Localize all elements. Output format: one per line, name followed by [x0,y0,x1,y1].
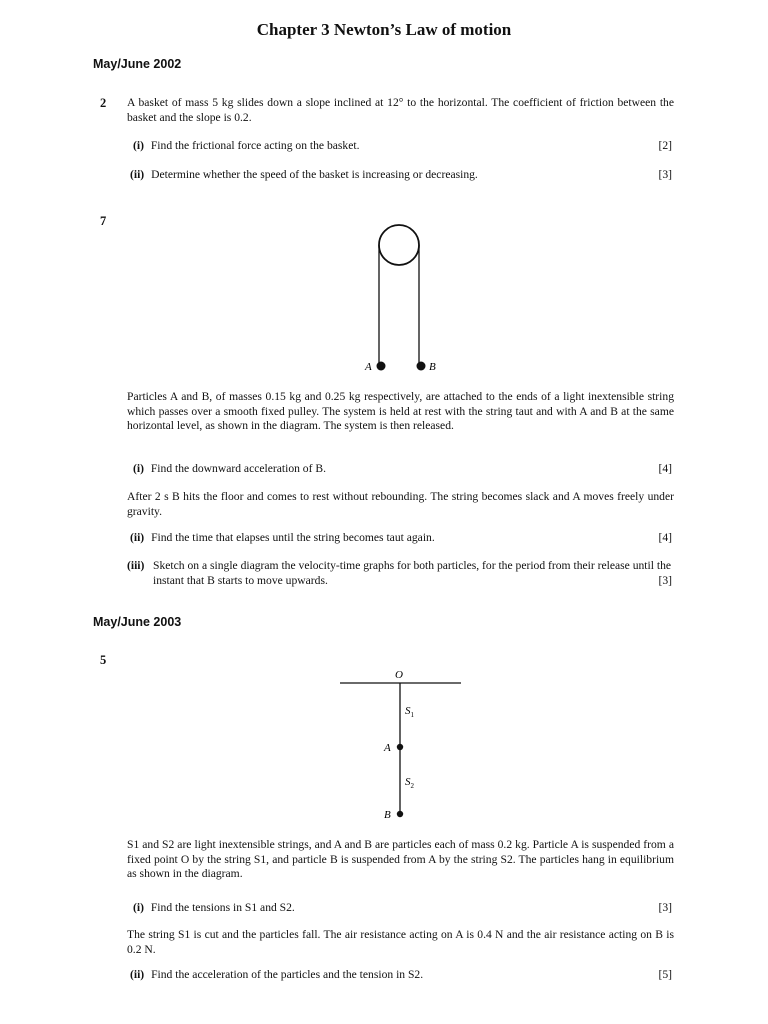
question-2-part-ii [130,168,674,183]
part-label: (ii) [130,168,145,181]
part-marks: [4] [658,531,672,544]
question-5-text: S1 and S2 are light inextensible strings, and A and B are particles each of mass 0.2 kg. Particle A is suspended from a fixed point O by the string S1, and particle B is suspended from A by the string S2. The particles hang in equilibrium as shown in the diagram. [127,838,674,880]
question-5-part-ii [130,968,674,983]
part-marks: [3] [658,901,672,914]
pulley-diagram [360,222,440,378]
question-7-part-iii [127,559,674,588]
particle-a [397,744,403,750]
particle-b [397,811,403,817]
label-a: A [365,361,372,373]
part-text: Find the time that elapses until the string becomes taut again. [151,531,435,544]
label-s2: $S_2$ [405,776,414,790]
label-s1: $S_1$ [405,705,414,719]
part-label: (ii) [130,531,145,544]
particle-a [377,362,386,371]
part-marks: [5] [658,968,672,981]
question-5-middle-text: The string S1 is cut and the particles fall. The air resistance acting on A is 0.4 N and the air resistance acting on B is 0.2 N. [127,928,674,956]
part-label: (i) [133,139,144,152]
label-a: A [384,742,391,754]
question-number-2: 2 [100,96,107,110]
question-2-text: A basket of mass 5 kg slides down a slope inclined at 12° to the horizontal. The coefficient of friction between the basket and the slope is 0.2. [127,96,674,124]
question-2-part-i [133,139,674,154]
label-b: B [384,809,391,821]
pulley-wheel [379,225,419,265]
label-o: O [395,669,403,681]
part-marks: [4] [658,462,672,475]
label-b: B [429,361,436,373]
question-7-middle-text: After 2 s B hits the floor and comes to rest without rebounding. The string becomes slack and A moves freely under gravity. [127,490,674,518]
strings-diagram [335,664,465,824]
question-number-5: 5 [100,653,107,667]
part-text: Find the frictional force acting on the basket. [150,139,360,152]
part-label: (iii) [127,559,145,572]
question-7-part-ii [130,531,674,546]
question-number-7: 7 [100,214,107,228]
part-marks: [2] [658,139,672,152]
part-label: (i) [133,901,144,914]
part-text: Sketch on a single diagram the velocity-time graphs for both particles, for the period from their release until the instant that B starts to move upwards. [153,559,672,587]
part-text: Find the acceleration of the particles and the tension in S2. [151,968,424,981]
part-text: Determine whether the speed of the basket is increasing or decreasing. [151,168,478,181]
part-label: (ii) [130,968,145,981]
question-7-part-i [133,462,674,477]
question-5-part-i [133,901,674,916]
part-marks: [3] [658,573,672,587]
part-marks: [3] [658,168,672,181]
part-text: Find the tensions in S1 and S2. [150,901,295,914]
part-text: Find the downward acceleration of B. [150,462,326,475]
session-heading-2002: May/June 2002 [93,57,182,71]
question-7-text: Particles A and B, of masses 0.15 kg and 0.25 kg respectively, are attached to the ends of a light inextensible string which passes over a smooth fixed pulley. The system is held at rest with the string taut and with A and B at the same horizontal level, as shown in the diagram. The system is then released. [127,390,674,432]
page-title: Chapter 3 Newton’s Law of motion [256,20,512,39]
part-label: (i) [133,462,144,475]
session-heading-2003: May/June 2003 [93,615,182,629]
particle-b [417,362,426,371]
